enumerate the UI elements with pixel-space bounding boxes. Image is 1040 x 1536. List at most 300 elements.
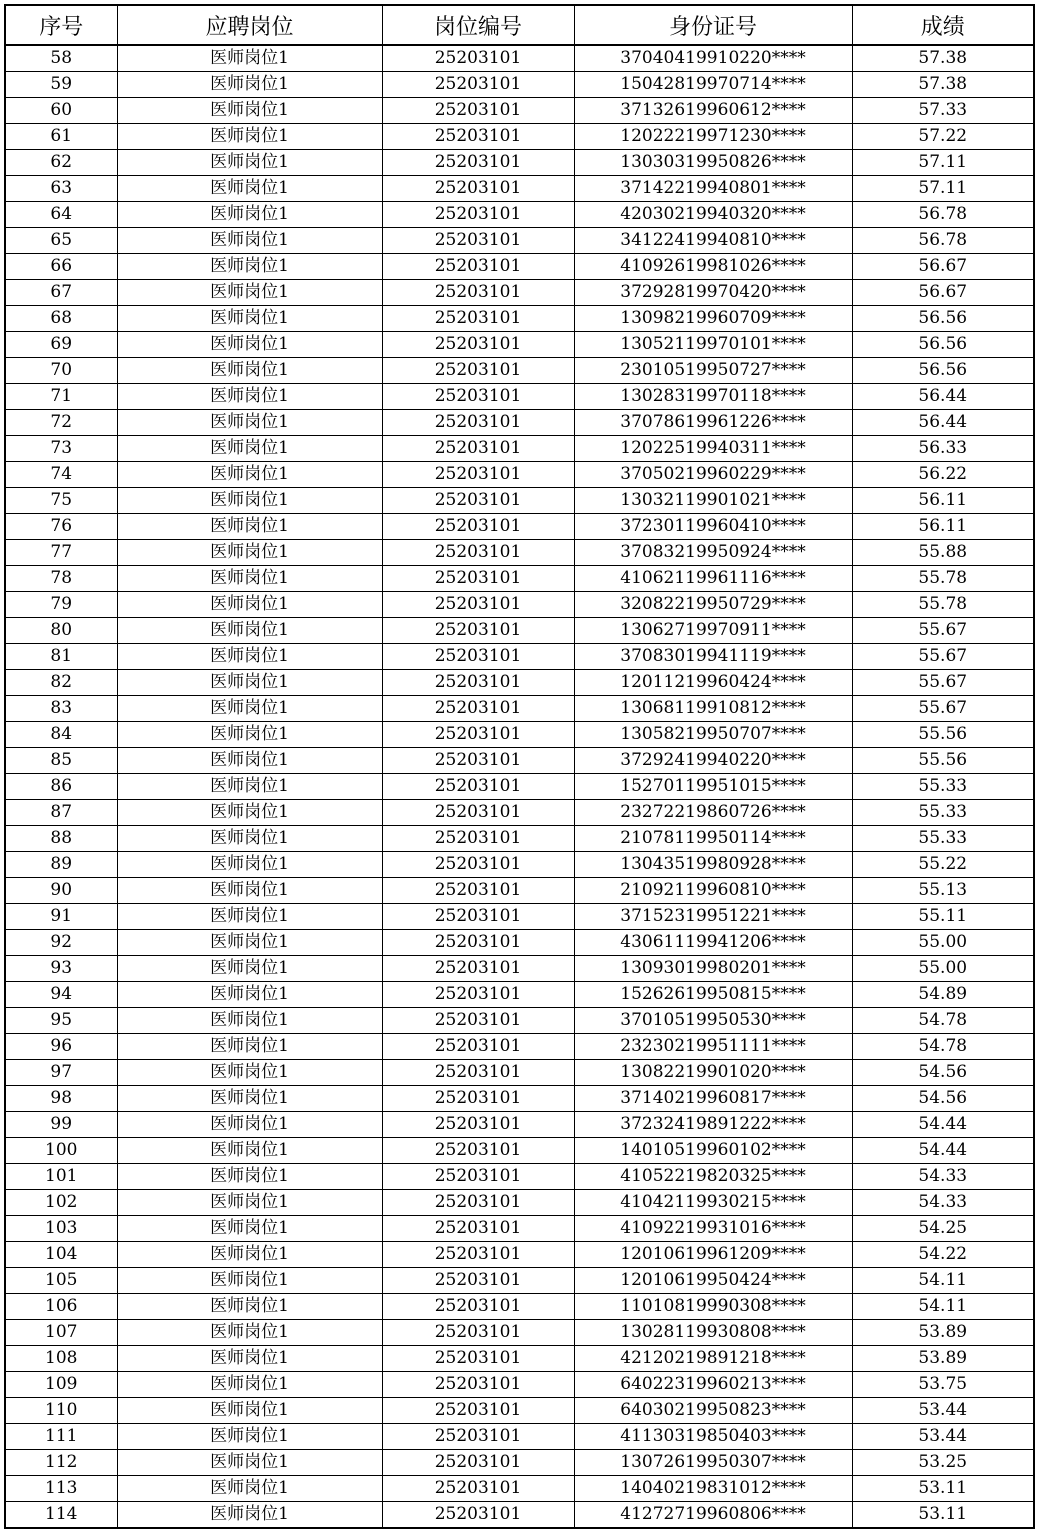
- table-row: [5, 670, 1034, 696]
- position-code-cell: 25203101: [382, 202, 574, 228]
- position-code-cell: 25203101: [382, 956, 574, 982]
- score-cell: 56.78: [852, 202, 1034, 228]
- id-number-cell: 12010619950424****: [574, 1268, 852, 1294]
- position-cell: 医师岗位1: [117, 280, 382, 306]
- table-row: [5, 1086, 1034, 1112]
- table-body: [5, 45, 1034, 1528]
- position-cell: 医师岗位1: [117, 332, 382, 358]
- index-cell: 63: [5, 176, 117, 202]
- id-number-cell: 37292419940220****: [574, 748, 852, 774]
- position-cell: 医师岗位1: [117, 1476, 382, 1502]
- position-cell: 医师岗位1: [117, 566, 382, 592]
- position-cell: 医师岗位1: [117, 982, 382, 1008]
- score-cell: 55.67: [852, 670, 1034, 696]
- table-row: [5, 1112, 1034, 1138]
- score-cell: 57.33: [852, 98, 1034, 124]
- id-number-cell: 12022519940311****: [574, 436, 852, 462]
- id-number-cell: 12022219971230****: [574, 124, 852, 150]
- score-cell: 55.88: [852, 540, 1034, 566]
- header-row: [5, 5, 1034, 45]
- index-cell: 65: [5, 228, 117, 254]
- position-cell: 医师岗位1: [117, 306, 382, 332]
- table-row: [5, 1294, 1034, 1320]
- position-cell: 医师岗位1: [117, 748, 382, 774]
- table-row: [5, 488, 1034, 514]
- score-cell: 54.22: [852, 1242, 1034, 1268]
- score-table: [4, 4, 1035, 1529]
- index-cell: 82: [5, 670, 117, 696]
- table-row: [5, 930, 1034, 956]
- id-number-cell: 23230219951111****: [574, 1034, 852, 1060]
- id-number-cell: 37050219960229****: [574, 462, 852, 488]
- table-row: [5, 1268, 1034, 1294]
- id-number-cell: 13062719970911****: [574, 618, 852, 644]
- index-cell: 88: [5, 826, 117, 852]
- score-cell: 57.11: [852, 150, 1034, 176]
- table-row: [5, 1164, 1034, 1190]
- position-cell: 医师岗位1: [117, 1398, 382, 1424]
- score-cell: 53.89: [852, 1346, 1034, 1372]
- table-row: [5, 904, 1034, 930]
- score-cell: 55.67: [852, 696, 1034, 722]
- index-cell: 64: [5, 202, 117, 228]
- position-code-cell: 25203101: [382, 696, 574, 722]
- position-cell: 医师岗位1: [117, 904, 382, 930]
- index-cell: 81: [5, 644, 117, 670]
- header-position-code: 岗位编号: [382, 5, 574, 45]
- score-cell: 54.44: [852, 1112, 1034, 1138]
- position-cell: 医师岗位1: [117, 72, 382, 98]
- position-cell: 医师岗位1: [117, 1008, 382, 1034]
- id-number-cell: 13068119910812****: [574, 696, 852, 722]
- position-code-cell: 25203101: [382, 124, 574, 150]
- score-cell: 55.13: [852, 878, 1034, 904]
- id-number-cell: 13098219960709****: [574, 306, 852, 332]
- index-cell: 89: [5, 852, 117, 878]
- score-cell: 57.38: [852, 72, 1034, 98]
- position-cell: 医师岗位1: [117, 1190, 382, 1216]
- score-cell: 57.11: [852, 176, 1034, 202]
- index-cell: 67: [5, 280, 117, 306]
- index-cell: 66: [5, 254, 117, 280]
- score-cell: 55.33: [852, 826, 1034, 852]
- id-number-cell: 15270119951015****: [574, 774, 852, 800]
- position-cell: 医师岗位1: [117, 176, 382, 202]
- position-cell: 医师岗位1: [117, 722, 382, 748]
- table-row: [5, 358, 1034, 384]
- position-cell: 医师岗位1: [117, 436, 382, 462]
- position-cell: 医师岗位1: [117, 1164, 382, 1190]
- position-code-cell: 25203101: [382, 384, 574, 410]
- id-number-cell: 41130319850403****: [574, 1424, 852, 1450]
- score-cell: 55.56: [852, 722, 1034, 748]
- score-cell: 54.89: [852, 982, 1034, 1008]
- position-cell: 医师岗位1: [117, 462, 382, 488]
- position-cell: 医师岗位1: [117, 670, 382, 696]
- score-cell: 56.11: [852, 514, 1034, 540]
- position-code-cell: 25203101: [382, 748, 574, 774]
- table-row: [5, 1502, 1034, 1529]
- position-cell: 医师岗位1: [117, 98, 382, 124]
- position-cell: 医师岗位1: [117, 150, 382, 176]
- position-code-cell: 25203101: [382, 982, 574, 1008]
- score-cell: 55.22: [852, 852, 1034, 878]
- index-cell: 97: [5, 1060, 117, 1086]
- index-cell: 110: [5, 1398, 117, 1424]
- index-cell: 113: [5, 1476, 117, 1502]
- index-cell: 85: [5, 748, 117, 774]
- position-code-cell: 25203101: [382, 1242, 574, 1268]
- score-cell: 56.78: [852, 228, 1034, 254]
- score-cell: 54.78: [852, 1034, 1034, 1060]
- index-cell: 83: [5, 696, 117, 722]
- index-cell: 99: [5, 1112, 117, 1138]
- table-row: [5, 1372, 1034, 1398]
- position-code-cell: 25203101: [382, 1216, 574, 1242]
- position-cell: 医师岗位1: [117, 488, 382, 514]
- score-cell: 56.56: [852, 306, 1034, 332]
- id-number-cell: 13052119970101****: [574, 332, 852, 358]
- id-number-cell: 43061119941206****: [574, 930, 852, 956]
- table-row: [5, 1008, 1034, 1034]
- id-number-cell: 37230119960410****: [574, 514, 852, 540]
- position-cell: 医师岗位1: [117, 540, 382, 566]
- id-number-cell: 37132619960612****: [574, 98, 852, 124]
- index-cell: 78: [5, 566, 117, 592]
- id-number-cell: 13028319970118****: [574, 384, 852, 410]
- index-cell: 111: [5, 1424, 117, 1450]
- position-code-cell: 25203101: [382, 930, 574, 956]
- id-number-cell: 13032119901021****: [574, 488, 852, 514]
- table-row: [5, 176, 1034, 202]
- table-row: [5, 592, 1034, 618]
- position-cell: 医师岗位1: [117, 1502, 382, 1529]
- table-row: [5, 1138, 1034, 1164]
- position-cell: 医师岗位1: [117, 592, 382, 618]
- score-cell: 54.44: [852, 1138, 1034, 1164]
- score-cell: 55.78: [852, 566, 1034, 592]
- table-row: [5, 72, 1034, 98]
- position-code-cell: 25203101: [382, 1086, 574, 1112]
- position-code-cell: 25203101: [382, 176, 574, 202]
- table-row: [5, 540, 1034, 566]
- id-number-cell: 12010619961209****: [574, 1242, 852, 1268]
- position-code-cell: 25203101: [382, 306, 574, 332]
- table-row: [5, 852, 1034, 878]
- id-number-cell: 37152319951221****: [574, 904, 852, 930]
- position-cell: 医师岗位1: [117, 228, 382, 254]
- score-cell: 55.00: [852, 930, 1034, 956]
- score-cell: 56.11: [852, 488, 1034, 514]
- score-cell: 53.11: [852, 1476, 1034, 1502]
- index-cell: 93: [5, 956, 117, 982]
- table-row: [5, 722, 1034, 748]
- header-score: 成绩: [852, 5, 1034, 45]
- table-row: [5, 462, 1034, 488]
- index-cell: 90: [5, 878, 117, 904]
- position-cell: 医师岗位1: [117, 384, 382, 410]
- score-cell: 56.44: [852, 410, 1034, 436]
- position-cell: 医师岗位1: [117, 618, 382, 644]
- position-code-cell: 25203101: [382, 1138, 574, 1164]
- table-row: [5, 254, 1034, 280]
- position-code-cell: 25203101: [382, 904, 574, 930]
- position-code-cell: 25203101: [382, 72, 574, 98]
- score-cell: 56.44: [852, 384, 1034, 410]
- table-row: [5, 826, 1034, 852]
- index-cell: 104: [5, 1242, 117, 1268]
- position-cell: 医师岗位1: [117, 1424, 382, 1450]
- id-number-cell: 15042819970714****: [574, 72, 852, 98]
- position-cell: 医师岗位1: [117, 696, 382, 722]
- index-cell: 112: [5, 1450, 117, 1476]
- id-number-cell: 41042119930215****: [574, 1190, 852, 1216]
- table-row: [5, 124, 1034, 150]
- table-row: [5, 45, 1034, 72]
- table-row: [5, 1346, 1034, 1372]
- score-cell: 57.38: [852, 45, 1034, 72]
- id-number-cell: 41062119961116****: [574, 566, 852, 592]
- position-code-cell: 25203101: [382, 566, 574, 592]
- table-row: [5, 332, 1034, 358]
- table-row: [5, 306, 1034, 332]
- position-cell: 医师岗位1: [117, 1242, 382, 1268]
- index-cell: 98: [5, 1086, 117, 1112]
- index-cell: 58: [5, 45, 117, 72]
- index-cell: 108: [5, 1346, 117, 1372]
- position-code-cell: 25203101: [382, 800, 574, 826]
- index-cell: 70: [5, 358, 117, 384]
- id-number-cell: 37083019941119****: [574, 644, 852, 670]
- score-cell: 53.44: [852, 1424, 1034, 1450]
- table-row: [5, 644, 1034, 670]
- score-cell: 54.78: [852, 1008, 1034, 1034]
- index-cell: 105: [5, 1268, 117, 1294]
- id-number-cell: 37083219950924****: [574, 540, 852, 566]
- score-cell: 56.22: [852, 462, 1034, 488]
- position-cell: 医师岗位1: [117, 1034, 382, 1060]
- index-cell: 114: [5, 1502, 117, 1529]
- id-number-cell: 12011219960424****: [574, 670, 852, 696]
- id-number-cell: 13082219901020****: [574, 1060, 852, 1086]
- table-row: [5, 384, 1034, 410]
- index-cell: 60: [5, 98, 117, 124]
- score-cell: 55.67: [852, 618, 1034, 644]
- position-cell: 医师岗位1: [117, 1294, 382, 1320]
- index-cell: 84: [5, 722, 117, 748]
- index-cell: 62: [5, 150, 117, 176]
- position-cell: 医师岗位1: [117, 1216, 382, 1242]
- table-row: [5, 436, 1034, 462]
- table-header: [5, 5, 1034, 45]
- id-number-cell: 37010519950530****: [574, 1008, 852, 1034]
- table-row: [5, 956, 1034, 982]
- id-number-cell: 42120219891218****: [574, 1346, 852, 1372]
- score-cell: 55.33: [852, 800, 1034, 826]
- position-cell: 医师岗位1: [117, 826, 382, 852]
- position-cell: 医师岗位1: [117, 1450, 382, 1476]
- position-code-cell: 25203101: [382, 45, 574, 72]
- position-code-cell: 25203101: [382, 852, 574, 878]
- index-cell: 106: [5, 1294, 117, 1320]
- table-row: [5, 1216, 1034, 1242]
- table-row: [5, 566, 1034, 592]
- header-position: 应聘岗位: [117, 5, 382, 45]
- table-row: [5, 98, 1034, 124]
- table-row: [5, 410, 1034, 436]
- score-cell: 54.33: [852, 1164, 1034, 1190]
- position-cell: 医师岗位1: [117, 1346, 382, 1372]
- position-code-cell: 25203101: [382, 410, 574, 436]
- score-cell: 57.22: [852, 124, 1034, 150]
- id-number-cell: 41092619981026****: [574, 254, 852, 280]
- table-row: [5, 774, 1034, 800]
- id-number-cell: 14040219831012****: [574, 1476, 852, 1502]
- index-cell: 72: [5, 410, 117, 436]
- position-code-cell: 25203101: [382, 1398, 574, 1424]
- position-cell: 医师岗位1: [117, 852, 382, 878]
- table-row: [5, 982, 1034, 1008]
- position-cell: 医师岗位1: [117, 358, 382, 384]
- position-code-cell: 25203101: [382, 488, 574, 514]
- id-number-cell: 13030319950826****: [574, 150, 852, 176]
- position-code-cell: 25203101: [382, 514, 574, 540]
- position-code-cell: 25203101: [382, 150, 574, 176]
- score-cell: 54.56: [852, 1086, 1034, 1112]
- id-number-cell: 11010819990308****: [574, 1294, 852, 1320]
- index-cell: 79: [5, 592, 117, 618]
- id-number-cell: 37078619961226****: [574, 410, 852, 436]
- index-cell: 96: [5, 1034, 117, 1060]
- position-code-cell: 25203101: [382, 1424, 574, 1450]
- id-number-cell: 13043519980928****: [574, 852, 852, 878]
- table-row: [5, 1034, 1034, 1060]
- position-code-cell: 25203101: [382, 1346, 574, 1372]
- table-row: [5, 748, 1034, 774]
- index-cell: 91: [5, 904, 117, 930]
- position-code-cell: 25203101: [382, 1268, 574, 1294]
- position-code-cell: 25203101: [382, 1450, 574, 1476]
- position-cell: 医师岗位1: [117, 1060, 382, 1086]
- position-cell: 医师岗位1: [117, 774, 382, 800]
- position-code-cell: 25203101: [382, 254, 574, 280]
- position-code-cell: 25203101: [382, 228, 574, 254]
- position-code-cell: 25203101: [382, 98, 574, 124]
- id-number-cell: 13058219950707****: [574, 722, 852, 748]
- index-cell: 86: [5, 774, 117, 800]
- table-row: [5, 1424, 1034, 1450]
- index-cell: 71: [5, 384, 117, 410]
- position-code-cell: 25203101: [382, 1502, 574, 1529]
- table-row: [5, 514, 1034, 540]
- score-cell: 56.33: [852, 436, 1034, 462]
- position-cell: 医师岗位1: [117, 644, 382, 670]
- position-code-cell: 25203101: [382, 332, 574, 358]
- score-cell: 56.56: [852, 332, 1034, 358]
- id-number-cell: 14010519960102****: [574, 1138, 852, 1164]
- index-cell: 59: [5, 72, 117, 98]
- score-cell: 54.25: [852, 1216, 1034, 1242]
- position-cell: 医师岗位1: [117, 800, 382, 826]
- position-code-cell: 25203101: [382, 644, 574, 670]
- id-number-cell: 21092119960810****: [574, 878, 852, 904]
- position-cell: 医师岗位1: [117, 1268, 382, 1294]
- table-row: [5, 618, 1034, 644]
- index-cell: 76: [5, 514, 117, 540]
- score-cell: 53.75: [852, 1372, 1034, 1398]
- table-row: [5, 1398, 1034, 1424]
- position-code-cell: 25203101: [382, 1190, 574, 1216]
- score-cell: 55.56: [852, 748, 1034, 774]
- score-cell: 53.44: [852, 1398, 1034, 1424]
- table-row: [5, 1060, 1034, 1086]
- position-code-cell: 25203101: [382, 1060, 574, 1086]
- id-number-cell: 32082219950729****: [574, 592, 852, 618]
- id-number-cell: 23272219860726****: [574, 800, 852, 826]
- position-cell: 医师岗位1: [117, 45, 382, 72]
- score-cell: 55.11: [852, 904, 1034, 930]
- table-row: [5, 696, 1034, 722]
- position-cell: 医师岗位1: [117, 1086, 382, 1112]
- index-cell: 68: [5, 306, 117, 332]
- position-code-cell: 25203101: [382, 1112, 574, 1138]
- id-number-cell: 13072619950307****: [574, 1450, 852, 1476]
- position-cell: 医师岗位1: [117, 124, 382, 150]
- table-row: [5, 202, 1034, 228]
- table-row: [5, 800, 1034, 826]
- position-code-cell: 25203101: [382, 1034, 574, 1060]
- index-cell: 94: [5, 982, 117, 1008]
- header-index: 序号: [5, 5, 117, 45]
- position-code-cell: 25203101: [382, 1320, 574, 1346]
- index-cell: 107: [5, 1320, 117, 1346]
- score-cell: 55.67: [852, 644, 1034, 670]
- score-cell: 56.56: [852, 358, 1034, 384]
- position-code-cell: 25203101: [382, 1008, 574, 1034]
- score-cell: 53.11: [852, 1502, 1034, 1529]
- position-code-cell: 25203101: [382, 878, 574, 904]
- index-cell: 75: [5, 488, 117, 514]
- position-code-cell: 25203101: [382, 358, 574, 384]
- position-code-cell: 25203101: [382, 1372, 574, 1398]
- id-number-cell: 64022319960213****: [574, 1372, 852, 1398]
- position-code-cell: 25203101: [382, 592, 574, 618]
- position-code-cell: 25203101: [382, 826, 574, 852]
- position-cell: 医师岗位1: [117, 1320, 382, 1346]
- id-number-cell: 13093019980201****: [574, 956, 852, 982]
- table-row: [5, 1320, 1034, 1346]
- index-cell: 73: [5, 436, 117, 462]
- id-number-cell: 41272719960806****: [574, 1502, 852, 1529]
- table-row: [5, 150, 1034, 176]
- score-cell: 54.11: [852, 1294, 1034, 1320]
- position-cell: 医师岗位1: [117, 1112, 382, 1138]
- table-row: [5, 280, 1034, 306]
- table-row: [5, 878, 1034, 904]
- score-cell: 54.11: [852, 1268, 1034, 1294]
- index-cell: 102: [5, 1190, 117, 1216]
- score-cell: 53.89: [852, 1320, 1034, 1346]
- score-cell: 56.67: [852, 280, 1034, 306]
- id-number-cell: 64030219950823****: [574, 1398, 852, 1424]
- index-cell: 92: [5, 930, 117, 956]
- position-code-cell: 25203101: [382, 436, 574, 462]
- id-number-cell: 41052219820325****: [574, 1164, 852, 1190]
- position-cell: 医师岗位1: [117, 514, 382, 540]
- id-number-cell: 41092219931016****: [574, 1216, 852, 1242]
- table-row: [5, 1190, 1034, 1216]
- position-cell: 医师岗位1: [117, 956, 382, 982]
